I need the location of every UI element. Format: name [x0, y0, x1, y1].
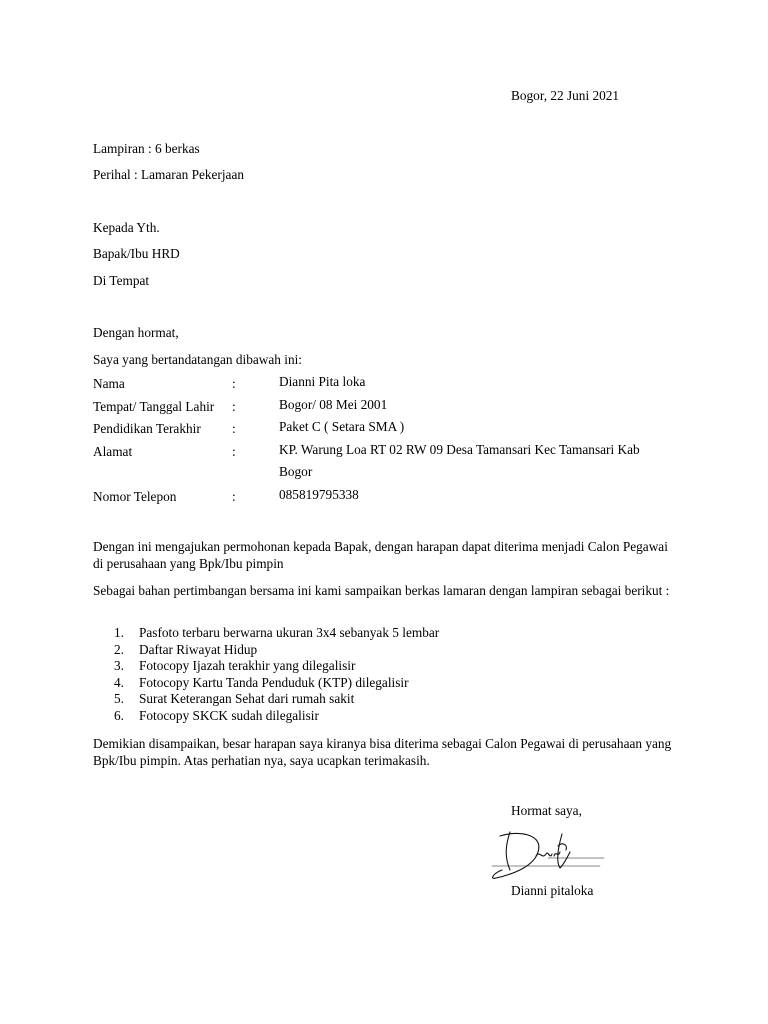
list-number: 4. [114, 674, 124, 690]
perihal-line: Perihal : Lamaran Pekerjaan [93, 167, 244, 182]
list-number: 5. [114, 691, 124, 707]
field-label: Tempat/ Tanggal Lahir [93, 398, 215, 414]
lampiran-line: Lampiran : 6 berkas [93, 141, 200, 156]
field-value: KP. Warung Loa RT 02 RW 09 Desa Tamansari Kec Tamansari Kab Bogor [279, 441, 640, 479]
field-colon: : [232, 376, 236, 391]
field-colon: : [232, 398, 236, 414]
intro-line: Saya yang bertandatangan dibawah ini: [93, 352, 302, 367]
signer-name: Dianni pitaloka [511, 883, 594, 898]
field-value: Bogor/ 08 Mei 2001 [279, 396, 388, 412]
list-number: 2. [114, 641, 124, 657]
field-label: Nama [93, 376, 125, 391]
list-number: 3. [114, 658, 124, 674]
letter-date: Bogor, 22 Juni 2021 [511, 88, 620, 103]
list-number: 1. [114, 625, 124, 640]
field-value: 085819795338 [279, 486, 359, 502]
field-label: Alamat [93, 443, 133, 459]
field-value: Dianni Pita loka [279, 374, 366, 389]
recipient-line-1: Kepada Yth. [93, 220, 160, 235]
list-text: Fotocopy SKCK sudah dilegalisir [139, 707, 319, 723]
list-text: Daftar Riwayat Hidup [139, 641, 258, 657]
paragraph-application: Dengan ini mengajukan permohonan kepada Bapak, dengan harapan dapat diterima menjadi Calon Pegawai di perusahaan yang Bpk/Ibu pimpin [93, 539, 668, 571]
field-colon: : [232, 443, 236, 459]
field-colon: : [232, 488, 236, 504]
list-text: Fotocopy Ijazah terakhir yang dilegalisir [139, 658, 356, 674]
list-text: Fotocopy Kartu Tanda Penduduk (KTP) dilegalisir [139, 674, 409, 690]
list-text: Surat Keterangan Sehat dari rumah sakit [139, 691, 355, 707]
recipient-line-2: Bapak/Ibu HRD [93, 246, 180, 261]
paragraph-consideration: Sebagai bahan pertimbangan bersama ini kami sampaikan berkas lamaran dengan lampiran sebagai berikut : [93, 583, 670, 598]
recipient-line-3: Di Tempat [93, 273, 150, 288]
field-value: Paket C ( Setara SMA ) [279, 419, 405, 434]
field-label: Pendidikan Terakhir [93, 421, 201, 436]
signature-image [488, 826, 608, 886]
field-label: Nomor Telepon [93, 488, 177, 504]
list-number: 6. [114, 707, 124, 723]
signoff: Hormat saya, [511, 803, 582, 818]
paragraph-closing: Demikian disampaikan, besar harapan saya kiranya bisa diterima sebagai Calon Pegawai di perusahaan yang Bpk/Ibu pimpin. Atas perhatian nya, saya ucapkan terimakasih. [93, 736, 672, 768]
greeting: Dengan hormat, [93, 325, 179, 340]
list-text: Pasfoto terbaru berwarna ukuran 3x4 sebanyak 5 lembar [139, 625, 440, 640]
field-colon: : [232, 421, 236, 436]
